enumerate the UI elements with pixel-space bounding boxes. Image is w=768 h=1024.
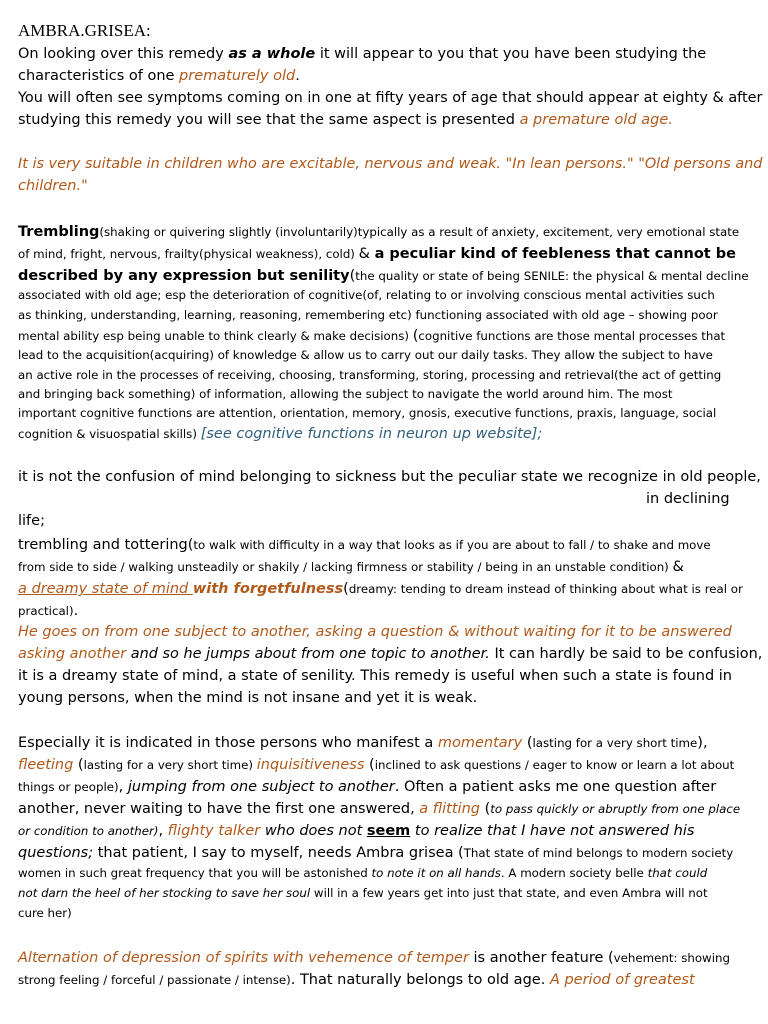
text: ( — [522, 735, 533, 751]
italic-text: questions; — [18, 845, 94, 861]
emphasis-text: seem — [366, 823, 411, 839]
para5-line3 — [18, 775, 716, 798]
definition-text: from side to side / walking unsteadily or shakily / lacking firmness or stability / being in an unstable condition) — [18, 560, 673, 574]
definition-text: cognitive functions are those mental processes that — [418, 329, 726, 343]
text: ( — [349, 268, 356, 284]
text: , — [118, 779, 128, 795]
italic-text: and so he jumps about from one topic to another. — [126, 646, 490, 662]
definition-text: to walk with difficulty in a way that looks as if you are about to fall / to shake and move — [193, 538, 711, 552]
highlight-text: prematurely old — [179, 68, 296, 84]
para2-line1: It is very suitable in children who are excitable, nervous and weak. "In lean persons." "Old persons and — [18, 156, 763, 172]
highlight-text: A period of greatest — [549, 972, 695, 988]
definition-text: practical) — [18, 604, 74, 618]
definition-text: That state of mind belongs to modern society — [463, 846, 734, 860]
highlight-text: Alternation of depression of spirits with vehemence of temper — [18, 950, 469, 966]
para4-line9 — [18, 643, 762, 665]
para5-line9: cure her) — [18, 906, 72, 920]
reference-text: [see cognitive functions in neuron up website]; — [200, 426, 543, 442]
definition-text: to pass quickly or abruptly from one place — [490, 802, 741, 816]
definition-text: of mind, fright, nervous, frailty(physical weakness), cold) — [18, 247, 359, 261]
para3-line7: lead to the acquisition(acquiring) of knowledge & allow us to carry out our daily tasks. They allow the subject to have — [18, 348, 713, 362]
para4-line4 — [18, 533, 711, 556]
term-text: described by any expression but senility — [18, 268, 350, 284]
para6-line1 — [18, 946, 730, 969]
italic-text: not darn the heel of her stocking to save her soul — [18, 886, 311, 900]
text: another, never waiting to have the first one answered, — [18, 801, 420, 817]
para3-line10: important cognitive functions are attention, orientation, memory, gnosis, executive functions, praxis, language, social — [18, 406, 717, 420]
term-text: Trembling — [18, 224, 100, 240]
italic-text: jumping from one subject to another — [127, 779, 395, 795]
para4-line5 — [18, 555, 684, 578]
text: studying this remedy you will see that the same aspect is presented — [18, 112, 520, 128]
para6-line2 — [18, 968, 695, 991]
definition-text: the quality or state of being SENILE: the physical & mental decline — [355, 269, 749, 283]
para4-line6 — [18, 577, 743, 600]
text: that patient, I say to myself, needs Ambra grisea ( — [93, 845, 464, 861]
text: is another feature — [468, 950, 608, 966]
highlight-text: asking another — [18, 646, 127, 662]
para4-line10: it is a dreamy state of mind, a state of senility. This remedy is useful when such a state is found in — [18, 668, 732, 684]
definition-text: lasting for a very short time — [83, 758, 249, 772]
text: it will appear to you that you have been studying the — [315, 46, 707, 62]
text: , — [158, 823, 168, 839]
highlight-text: with forgetfulness — [192, 581, 344, 597]
definition-text: lasting for a very short time — [532, 736, 698, 750]
para5-line1 — [18, 731, 708, 754]
definition-text: (shaking or quivering slightly (involuntarily)typically as a result of anxiety, excitement, very emotional state — [99, 225, 740, 239]
para5-line8 — [18, 882, 708, 904]
text: Especially it is indicated in those persons who manifest a — [18, 735, 438, 751]
definition-text: ) — [248, 758, 257, 772]
para4-line11: young persons, when the mind is not insane and yet it is weak. — [18, 690, 478, 706]
text: . A modern society belle — [500, 866, 648, 880]
para3-line8: an active role in the processes of receiving, choosing, transforming, storing, processing and retrieval(the act of getting — [18, 368, 722, 382]
highlight-text: fleeting — [18, 757, 74, 773]
highlight-text: inquisitiveness — [256, 757, 365, 773]
para1-line2 — [18, 65, 300, 87]
text: women in such great frequency that you will be astonished — [18, 866, 372, 880]
definition-text: strong feeling / forceful / passionate / intense) — [18, 973, 291, 987]
text: ( — [364, 757, 375, 773]
para4-line8: He goes on from one subject to another, asking a question & without waiting for it to be answered — [18, 624, 732, 640]
para5-line7 — [18, 862, 707, 884]
highlight-text: flighty talker — [167, 823, 261, 839]
text: & — [358, 246, 375, 262]
para3-line5: as thinking, understanding, learning, reasoning, remembering etc) functioning associated with old age – showing poor — [18, 308, 718, 322]
text: . Often a patient asks me one question after — [394, 779, 717, 795]
highlight-text: a flitting — [419, 801, 480, 817]
text: . That naturally belongs to old age. — [290, 972, 550, 988]
highlight-text: a premature old age. — [519, 112, 673, 128]
emphasis-text: as a whole — [228, 46, 316, 62]
text: It can hardly be said to be confusion, — [489, 646, 763, 662]
para5-line5 — [18, 819, 694, 842]
text: . — [295, 68, 300, 84]
definition-text: vehement: showing — [613, 951, 730, 965]
italic-text: to note it on all hands — [371, 866, 501, 880]
text: . — [73, 603, 79, 619]
text: On looking over this remedy — [18, 46, 229, 62]
para1-line4 — [18, 109, 673, 131]
text: trembling and tottering( — [18, 537, 194, 553]
document-title: AMBRA.GRISEA: — [18, 21, 151, 40]
para4-line2: in declining — [646, 491, 730, 507]
term-text: a peculiar kind of feebleness that cannot be — [374, 246, 736, 262]
definition-text: inclined to ask questions / eager to know or learn a lot about — [374, 758, 735, 772]
text: will in a few years get into just that state, and even Ambra will not — [310, 886, 708, 900]
para3-line9: and bringing back something) of information, allowing the subject to navigate the world around him. The most — [18, 387, 673, 401]
definition-text: things or people) — [18, 780, 119, 794]
text: ( — [608, 950, 614, 966]
highlight-text: a dreamy state of mind — [18, 581, 193, 597]
para2-line2: children." — [18, 178, 88, 194]
para3-line4: associated with old age; esp the deterioration of cognitive(of, relating to or involving conscious mental activities such — [18, 288, 715, 302]
para4-line1: it is not the confusion of mind belonging to sickness but the peculiar state we recognize in old people, — [18, 469, 761, 485]
para3-line1 — [18, 220, 739, 243]
para5-line2 — [18, 753, 734, 776]
italic-text: to realize that I have not answered his — [410, 823, 695, 839]
italic-text: that could — [647, 866, 708, 880]
highlight-text: momentary — [437, 735, 523, 751]
para4-line7 — [18, 599, 78, 622]
text: ( — [343, 581, 349, 597]
definition-text: dreamy: tending to dream instead of thinking about what is real or — [348, 582, 743, 596]
definition-text: or condition to another) — [18, 824, 159, 838]
para4-line3: life; — [18, 513, 45, 529]
text: & — [672, 559, 684, 575]
para5-line6 — [18, 841, 733, 864]
para3-line2 — [18, 242, 736, 265]
text: characteristics of one — [18, 68, 180, 84]
text: ( — [412, 328, 419, 344]
definition-text: cognition & visuospatial skills) — [18, 427, 201, 441]
definition-text: mental ability esp being unable to think clearly & make decisions) — [18, 329, 413, 343]
text: ), — [697, 735, 708, 751]
italic-text: who does not — [260, 823, 367, 839]
para1-line3: You will often see symptoms coming on in one at fifty years of age that should appear at eighty & after — [18, 90, 763, 106]
para1-line1 — [18, 43, 706, 65]
para3-line11 — [18, 422, 542, 445]
para5-line4 — [18, 797, 740, 820]
text: ( — [479, 801, 491, 817]
text: ( — [73, 757, 84, 773]
